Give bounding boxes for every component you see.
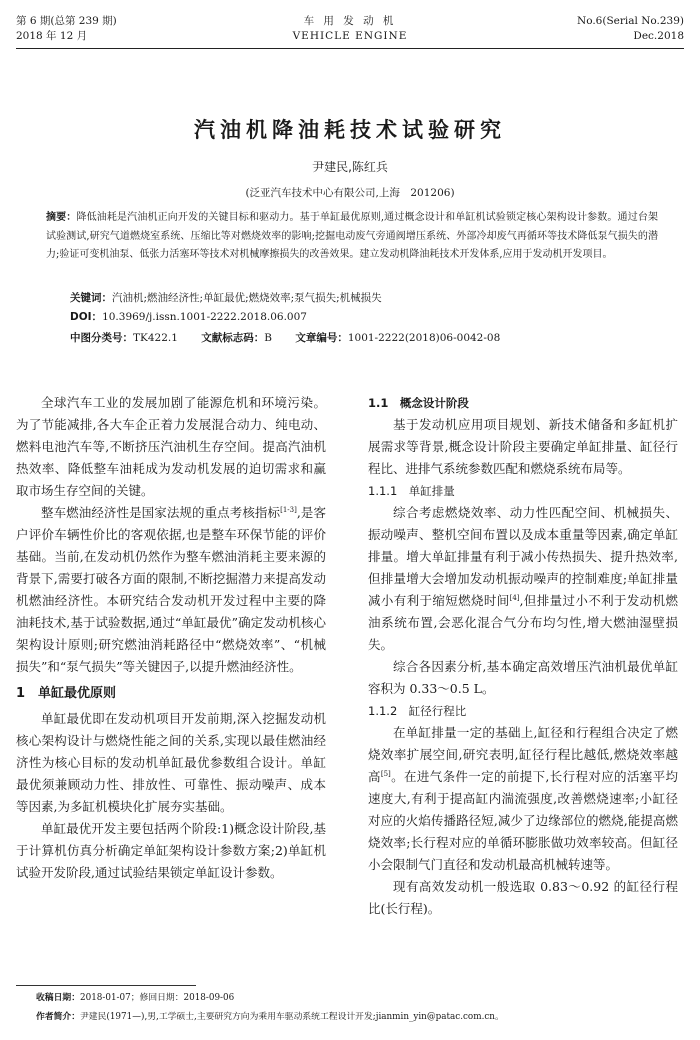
doc-code-label: 文献标志码：: [201, 332, 265, 344]
article-authors: 尹建民,陈红兵: [312, 160, 388, 174]
author-bio-note: [36, 1010, 504, 1024]
clc-label: 中图分类号：: [70, 332, 133, 344]
intro-p2-text-b: ,是客户评价车辆性价比的客观依据,也是整车环保节能的评价基础。当前,在发动机仍然作为整车燃油消耗主要来源的背景下,需要打破各方面的限制,不断挖掘潜力来提高发动机燃油经济性。本研究结合发动机开发过程中主要的降油耗技术,基于试验数据,通过“单缸最优”确定发动机核心架构设计原则;研究燃油消耗路径中“燃烧效率”、“机械损失”和“泵气损失”等关键因子,以提升燃油经济性。: [16, 505, 326, 674]
intro-p2-text-a: 整车燃油经济性是国家法规的重点考核指标: [41, 505, 281, 520]
displacement-conclusion: 综合各因素分析,基本确定高效增压汽油机最优单缸容积为 0.33～0.5 L。: [368, 659, 678, 696]
bore-stroke-paragraph: [368, 722, 678, 876]
doc-code-value: B: [264, 332, 272, 344]
subsection-1-1-paragraph: 基于发动机应用项目规划、新技术储备和多缸机扩展需求等背景,概念设计阶段主要确定单缸排量、缸径行程比、进排气系统参数匹配和燃烧系统布局等。: [368, 417, 678, 476]
author-affiliation: (泛亚汽车技术中心有限公司,上海 201206): [245, 187, 455, 199]
displacement-text-a: 综合考虑燃烧效率、动力性匹配空间、机械损失、振动噪声、整机空间布置以及成本重量等因素,确定单缸排量。增大单缸排量有利于减小传热损失、提升热效率,但排量增大会增加发动机振动噪声的控制难度;单缸排量减小有利于缩短燃烧时间: [368, 505, 678, 608]
received-label: 收稿日期：: [36, 993, 80, 1003]
author-bio-text: 尹建民(1971—),男,工学硕士,主要研究方向为乘用车驱动系统工程设计开发;jianmin_yin@patac.com.cn。: [80, 1012, 504, 1022]
left-column: [16, 392, 326, 884]
displacement-paragraph: [368, 502, 678, 656]
issue-number-en: No.6(Serial No.239): [577, 15, 684, 27]
issue-date-en: Dec.2018: [633, 30, 684, 42]
citation-ref: [4]: [509, 594, 520, 602]
right-column: [368, 392, 678, 920]
issue-info-en: [577, 14, 684, 44]
received-date-note: [36, 991, 234, 1005]
bore-stroke-conclusion: 现有高效发动机一般选取 0.83～0.92 的缸径行程比(长行程)。: [368, 879, 678, 916]
header-rule: [16, 48, 684, 49]
bore-stroke-text-b: 。在进气条件一定的前提下,长行程对应的活塞平均速度大,有利于提高缸内湍流强度,改善燃烧速率;小缸径对应的火焰传播路径短,减少了边缘部位的燃烧,能提高燃烧效率;长行程对应的单循环膨胀做功效率较高。但缸径小会限制气门直径和发动机最高机械转速等。: [368, 769, 678, 872]
footnote-rule: [16, 985, 196, 986]
journal-name-cn: 车 用 发 动 机: [303, 15, 397, 27]
doi: [70, 309, 307, 325]
subsection-heading-1-1: 1.1 概念设计阶段: [368, 396, 469, 410]
displacement-text-b: ,但排量过小不利于发动机燃油系统布置,会恶化混合气分布均匀性,增大燃油湿壁损失。: [368, 593, 678, 652]
clc-value: TK422.1: [133, 332, 178, 344]
intro-paragraph-1: 全球汽车工业的发展加剧了能源危机和环境污染。为了节能减排,各大车企正着力发展混合动力、纯电动、燃料电池汽车等,不断挤压汽油机生存空间。提高汽油机热效率、降低整车油耗成为发动机发展的迫切需求和赢取市场生存空间的关键。: [16, 395, 326, 498]
section-heading-1: 1 单缸最优原则: [16, 686, 117, 701]
intro-paragraph-2: [16, 502, 326, 678]
received-dates: 2018-01-07；修回日期：2018-09-06: [80, 993, 235, 1003]
doi-label: DOI：: [70, 311, 103, 323]
subsubsection-heading-1-1-1: 1.1.1 单缸排量: [368, 484, 455, 498]
section1-paragraph-2: 单缸最优开发主要包括两个阶段:1)概念设计阶段,基于计算机仿真分析确定单缸架构设计参数方案;2)单缸机试验开发阶段,通过试验结果锁定单缸设计参数。: [16, 821, 326, 880]
article-title: 汽油机降油耗技术试验研究: [194, 117, 506, 142]
journal-name-en: VEHICLE ENGINE: [292, 30, 408, 42]
keywords-label: 关键词：: [70, 292, 112, 304]
keywords-text: 汽油机;燃油经济性;单缸最优;燃烧效率;泵气损失;机械损失: [112, 292, 382, 304]
citation-ref: [5]: [380, 770, 391, 778]
subsubsection-heading-1-1-2: 1.1.2 缸径行程比: [368, 704, 467, 718]
issue-date: 2018 年 12 月: [16, 30, 88, 42]
issue-number: 第 6 期(总第 239 期): [16, 15, 117, 27]
keywords: [70, 290, 382, 306]
abstract-text: 降低油耗是汽油机正向开发的关键目标和驱动力。基于单缸最优原则,通过概念设计和单缸机试验锁定核心架构设计参数。通过台架试验测试,研究气道燃烧室系统、压缩比等对燃烧效率的影响;挖掘电动废气旁通阀增压系统、外部冷却废气再循环等技术降低泵气损失的潜力;验证可变机油泵、低张力活塞环等技术对机械摩擦损失的改善效果。建立发动机降油耗技术开发体系,应用于发动机开发项目。: [46, 212, 659, 260]
abstract: [46, 209, 658, 265]
author-bio-label: 作者简介：: [36, 1012, 80, 1022]
bore-stroke-text-a: 在单缸排量一定的基础上,缸径和行程组合决定了燃烧效率扩展空间,研究表明,缸径行程比越低,燃烧效率越高: [368, 725, 678, 784]
classification-line: [70, 330, 670, 346]
article-no-value: 1001-2222(2018)06-0042-08: [347, 332, 501, 344]
article-no-label: 文章编号：: [295, 332, 348, 344]
citation-ref: [1-3]: [280, 506, 297, 514]
abstract-label: 摘要：: [46, 212, 77, 223]
doi-value: 10.3969/j.issn.1001-2222.2018.06.007: [102, 311, 307, 323]
section1-paragraph-1: 单缸最优即在发动机项目开发前期,深入挖掘发动机核心架构设计与燃烧性能之间的关系,实现以最佳燃油经济性为核心目标的发动机单缸最优参数组合设计。单缸最优须兼顾动力性、排放性、可靠性、振动噪声、成本等因素,为多缸机模块化扩展夯实基础。: [16, 711, 326, 814]
